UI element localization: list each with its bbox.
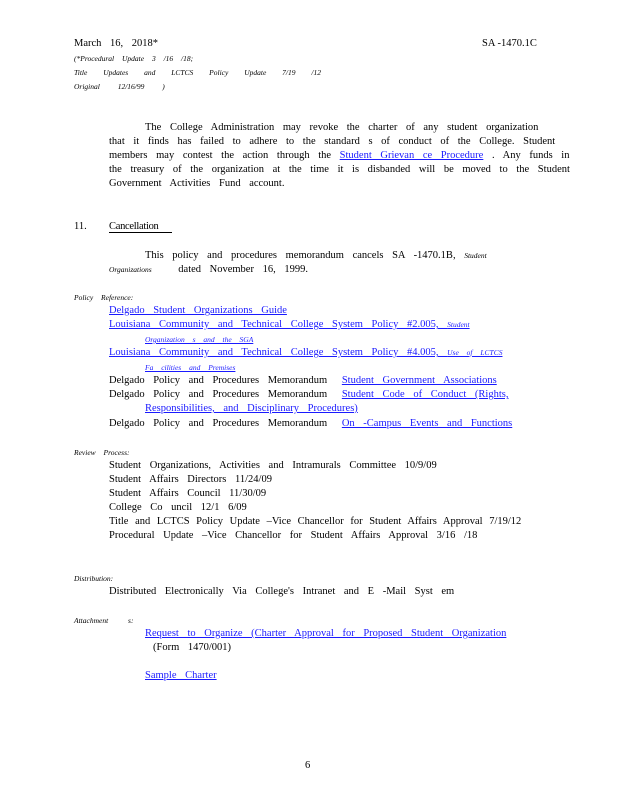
review-item: Student Affairs Directors 11/24/09 bbox=[109, 474, 272, 485]
section-number: 11. bbox=[74, 221, 87, 232]
attachments-label: Attachment s: bbox=[74, 616, 134, 625]
policy-ref-line bbox=[109, 418, 512, 429]
policy-ref-text: Delgado Policy and Procedures Memorandum bbox=[109, 418, 328, 429]
cancellation-heading: Cancellation bbox=[109, 221, 172, 233]
review-item: Title and LCTCS Policy Update –Vice Chancellor for Student Affairs Approval 7/19/12 bbox=[109, 516, 522, 527]
lctcs-policy-2005-link[interactable] bbox=[109, 319, 488, 330]
policy-reference-label: Policy Reference: bbox=[74, 293, 134, 302]
sample-charter-link[interactable]: Sample Charter bbox=[145, 670, 217, 681]
document-date: March 16, 2018* bbox=[74, 38, 159, 49]
request-to-organize-link[interactable]: Request to Organize (Charter Approval for Proposed Student Organization bbox=[145, 628, 507, 639]
policy-ref-italic: Student bbox=[447, 320, 470, 329]
student-code-of-conduct-link[interactable]: Student Code of Conduct (Rights, bbox=[341, 389, 509, 400]
policy-ref-text: Louisiana Community and Technical College System Policy #4.005, bbox=[109, 347, 439, 358]
revocation-line: that it finds has failed to adhere to the standard s of conduct of the College. Student bbox=[109, 136, 556, 147]
revocation-line: The College Administration may revoke the charter of any student organization bbox=[145, 122, 539, 133]
cancellation-text: dated November 16, 1999. bbox=[178, 264, 308, 275]
lctcs-policy-4005-cont[interactable]: Fa cilities and Premises bbox=[145, 363, 236, 372]
student-code-of-conduct-cont[interactable]: Responsibilities, and Disciplinary Procedures) bbox=[145, 403, 358, 414]
cancellation-line bbox=[145, 250, 487, 261]
cancellation-text: This policy and procedures memorandum cancels SA -1470.1B, bbox=[145, 250, 456, 261]
page-number: 6 bbox=[305, 760, 311, 771]
policy-ref-text: Delgado Policy and Procedures Memorandum bbox=[109, 389, 328, 400]
revocation-text: . Any funds in bbox=[491, 150, 570, 161]
revocation-text: members may contest the action through the bbox=[109, 150, 332, 161]
policy-ref-italic: Use of LCTCS bbox=[447, 348, 503, 357]
review-item: College Co uncil 12/1 6/09 bbox=[109, 502, 247, 513]
review-process-label: Review Process: bbox=[74, 448, 130, 457]
distribution-label: Distribution: bbox=[74, 574, 114, 583]
student-government-associations-link[interactable]: Student Government Associations bbox=[341, 375, 497, 386]
cancellation-italic: Student bbox=[464, 251, 487, 260]
review-item: Student Affairs Council 11/30/09 bbox=[109, 488, 267, 499]
update-note-line3: Original 12/16/99 ) bbox=[74, 82, 165, 91]
lctcs-policy-4005-link[interactable] bbox=[109, 347, 514, 358]
revocation-line: Government Activities Fund account. bbox=[109, 178, 285, 189]
on-campus-events-link[interactable]: On -Campus Events and Functions bbox=[341, 418, 513, 429]
policy-ref-text: Louisiana Community and Technical College System Policy #2.005, bbox=[109, 319, 439, 330]
review-item: Student Organizations, Activities and Intramurals Committee 10/9/09 bbox=[109, 460, 437, 471]
policy-ref-text: Delgado Policy and Procedures Memorandum bbox=[109, 375, 328, 386]
distribution-text: Distributed Electronically Via College's Intranet and E -Mail Syst em bbox=[109, 586, 455, 597]
policy-ref-line bbox=[109, 389, 508, 400]
update-note-line2: Title Updates and LCTCS Policy Update 7/19 /12 bbox=[74, 68, 321, 77]
revocation-line: the treasury of the organization at the time it is disbanded will be moved to the Student bbox=[109, 164, 570, 175]
policy-ref-line bbox=[109, 375, 497, 386]
document-number: SA -1470.1C bbox=[482, 38, 537, 49]
review-item: Procedural Update –Vice Chancellor for Student Affairs Approval 3/16 /18 bbox=[109, 530, 478, 541]
student-organizations-guide-link[interactable]: Delgado Student Organizations Guide bbox=[109, 305, 287, 316]
update-note-line1: (*Procedural Update 3 /16 /18; bbox=[74, 54, 194, 63]
student-grievance-procedure-link[interactable]: Student Grievan ce Procedure bbox=[339, 150, 484, 161]
cancellation-line bbox=[109, 264, 308, 275]
form-number: (Form 1470/001) bbox=[153, 642, 232, 653]
lctcs-policy-2005-cont[interactable]: Organization s and the SGA bbox=[145, 335, 254, 344]
cancellation-italic: Organizations bbox=[109, 265, 152, 274]
revocation-line bbox=[109, 150, 569, 161]
